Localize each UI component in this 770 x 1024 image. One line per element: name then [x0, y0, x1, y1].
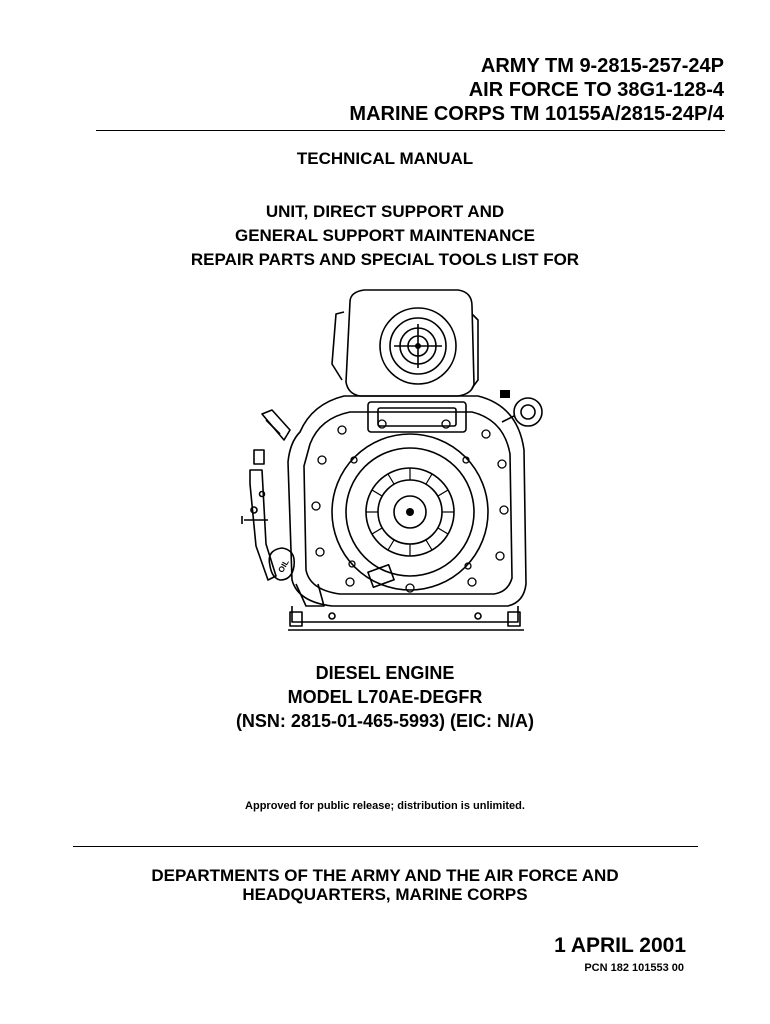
publication-date: 1 APRIL 2001 — [554, 934, 686, 957]
pcn-number: PCN 182 101553 00 — [584, 962, 684, 974]
header-rule — [96, 130, 725, 131]
marine-corps-tm-number: MARINE CORPS TM 10155A/2815-24P/4 — [349, 103, 724, 125]
title-line-1: UNIT, DIRECT SUPPORT AND — [265, 202, 505, 221]
publication-numbers — [349, 54, 724, 126]
engine-type: DIESEL ENGINE — [315, 663, 455, 683]
army-tm-number: ARMY TM 9-2815-257-24P — [480, 55, 724, 77]
diesel-engine-illustration — [232, 284, 552, 649]
throttle-lever — [262, 410, 290, 440]
issuing-departments — [0, 866, 770, 904]
departments-line-2: HEADQUARTERS, MARINE CORPS — [242, 885, 528, 904]
departments-rule — [73, 846, 698, 847]
oil-label: OIL — [276, 558, 291, 575]
title-line-3: REPAIR PARTS AND SPECIAL TOOLS LIST FOR — [190, 250, 580, 269]
engine-base — [292, 606, 518, 622]
departments-line-1: DEPARTMENTS OF THE ARMY AND THE AIR FORCE AND — [151, 866, 619, 885]
title-line-2: GENERAL SUPPORT MAINTENANCE — [234, 226, 536, 245]
engine-model: MODEL L70AE-DEGFR — [287, 687, 483, 707]
air-filter-housing — [346, 290, 474, 396]
air-force-to-number: AIR FORCE TO 38G1-128-4 — [468, 79, 724, 101]
engine-nsn: (NSN: 2815-01-465-5993) (EIC: N/A) — [235, 711, 535, 731]
engine-body — [288, 396, 526, 606]
manual-title — [0, 200, 770, 272]
document-type: TECHNICAL MANUAL — [296, 149, 474, 168]
engine-designation — [0, 661, 770, 733]
side-knob — [514, 398, 542, 426]
distribution-statement: Approved for public release; distribution is unlimited. — [245, 800, 525, 812]
